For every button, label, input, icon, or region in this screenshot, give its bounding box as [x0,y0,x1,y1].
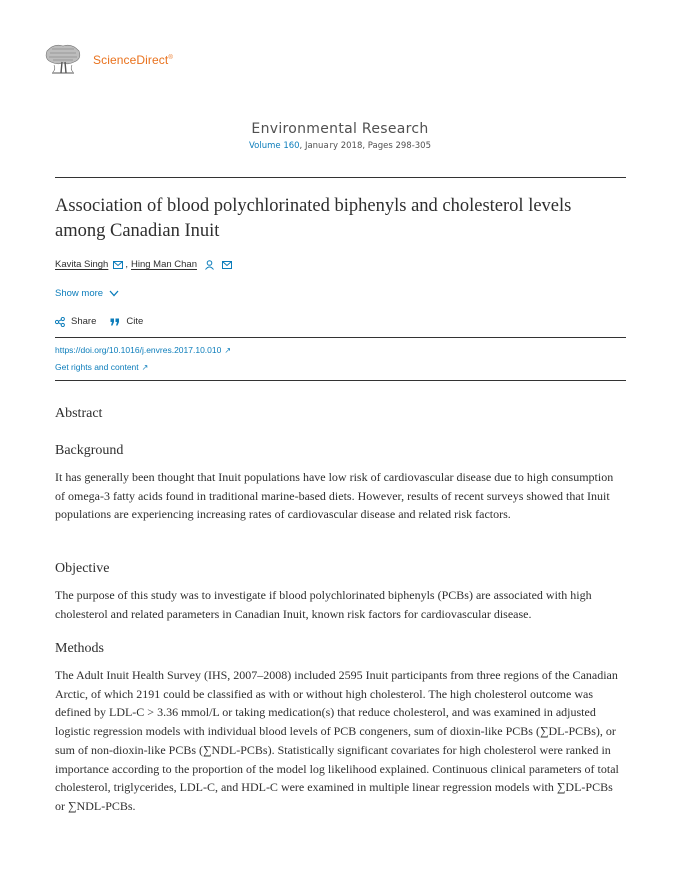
background-heading: Background [55,443,124,458]
quote-icon [110,318,120,326]
article-actions [55,316,157,327]
objective-text: The purpose of this study was to investigate if blood polychlorinated biphenyls (PCBs) are associated with high cholesterol and related parameters in Canadian Inuit, known risk factors for cardiovascular disease. [55,588,592,621]
issue-date-pages: , Janua ry 2018, Pages 298-305 [299,141,431,151]
rights-text: Get rights and content [55,362,139,372]
chevron-down-icon [109,290,119,297]
author-separator: , [125,259,128,270]
external-link-icon: ↗ [141,363,149,372]
cite-button[interactable] [110,316,143,327]
abstract-heading: Abstract [55,406,103,421]
cite-label: Cite [126,316,144,327]
methods-heading: Methods [55,641,104,656]
journal-meta [0,141,680,151]
brand-name: ScienceDirect® [93,53,173,67]
person-icon[interactable] [205,260,214,270]
external-link-icon: ↗ [224,346,232,355]
rights-link[interactable] [55,362,148,372]
author-list [55,259,232,270]
objective-heading: Objective [55,561,110,576]
share-icon [55,317,65,327]
journal-title[interactable]: Environmental Research [251,121,429,137]
meta-divider-top [55,337,626,338]
author-link[interactable]: Hing Man Chan [130,259,197,270]
article-title: Association of blood polychlorinated biphenyls and cholesterol levels among Canadian Inuit [55,196,572,241]
journal-header [0,121,680,151]
meta-divider-bottom [55,380,626,381]
share-button[interactable] [55,316,96,327]
doi-link[interactable] [55,345,231,355]
header-divider [55,177,626,178]
share-label: Share [71,316,97,327]
show-more-button[interactable] [55,288,119,299]
author-link[interactable]: Kavita Singh [55,259,109,270]
methods-text: The Adult Inuit Health Survey (IHS, 2007–2008) included 2595 Inuit participants from three regions of the Canadian Arctic, of which 2191 could be classified as with or without high cholesterol. The high cholesterol outcome was defined by LDL-C > 3.36 mmol/L or taking medication(s) that reduce cholesterol, and was examined in adjusted logistic regression models with individual blood levels of PCB congeners, sum of dioxin-like PCBs (∑DL-PCBs), or sum of non-dioxin-like PCBs (∑NDL-PCBs). Statistically significant covariates for high cholesterol were ranked in importance according to the proportion of the model log likelihood explained. Continuous clinical parameters of total cholesterol, triglycerides, LDL-C, and HDL-C were examined in multiple linear regression models with ∑DL-PCBs or ∑NDL-PCBs. [55,668,619,813]
elsevier-tree-icon [44,43,82,77]
mail-icon[interactable] [222,261,232,269]
background-text: It has generally been thought that Inuit populations have low risk of cardiovascular disease due to high consumption of omega-3 fatty acids found in traditional marine-based diets. However, results of recent surveys showed that Inuit populations are experiencing increasing rates of cardiovascular disease and related risk factors. [55,470,614,522]
volume-link[interactable]: Volume 160 [249,141,300,151]
mail-icon[interactable] [113,261,123,269]
show-more-label: Show more [55,288,104,299]
sciencedirect-logo[interactable] [44,43,173,77]
doi-text: https://doi.org/10.1016/j.envres.2017.10.010 [55,345,222,355]
